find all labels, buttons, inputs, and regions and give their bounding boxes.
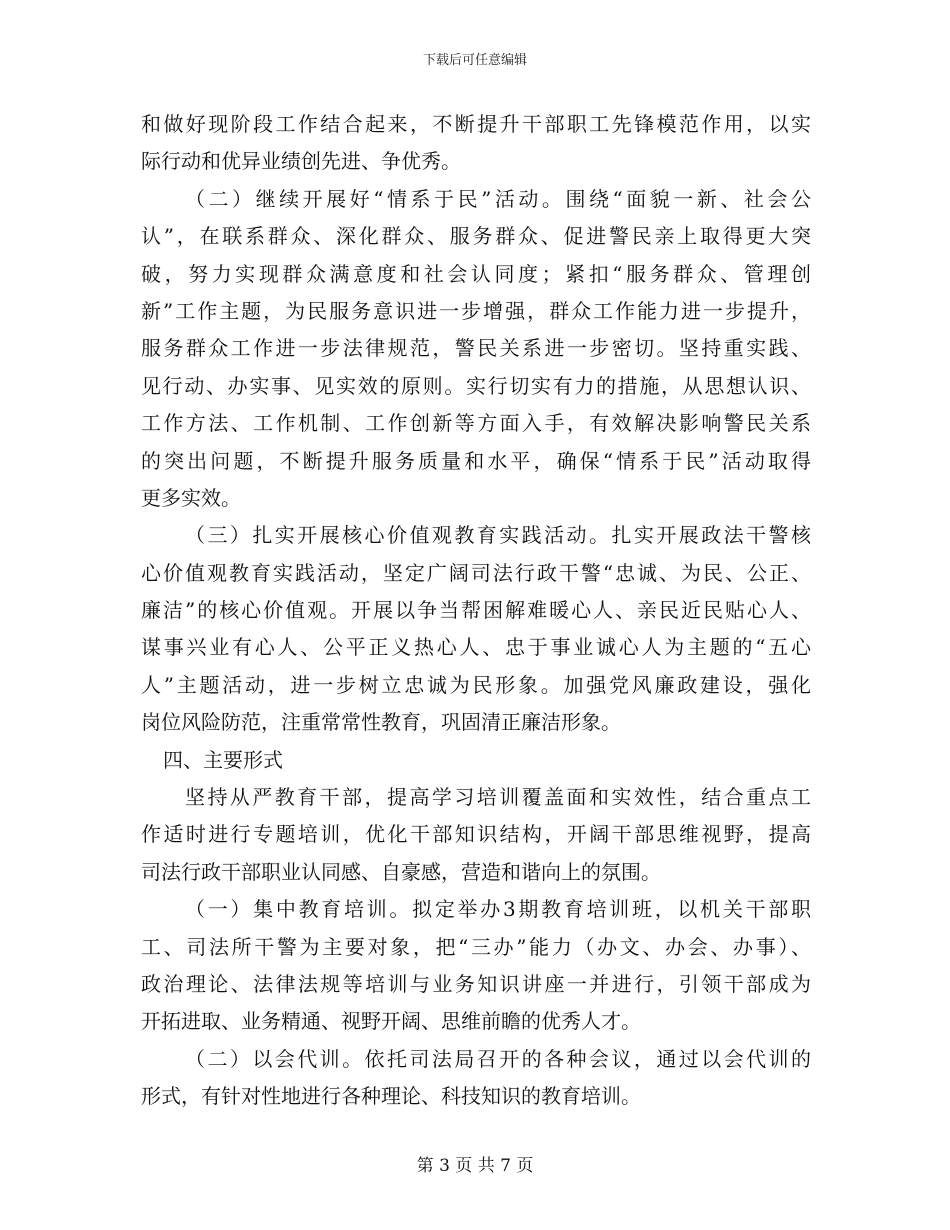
paragraph-5: [141, 891, 811, 1041]
text-line: 岗位风险防范，注重常常性教育，巩固清正廉洁形象。: [141, 710, 621, 735]
text-line: 服务群众工作进一步法律规范，警民关系进一步密切。坚持重实践、: [141, 336, 811, 361]
text-line: 际行动和优异业绩创先进、争优秀。: [141, 149, 461, 174]
section-heading-4: 四、主要形式: [163, 747, 283, 772]
text-line: （三）扎实开展核心价值观教育实践活动。扎实开展政法干警核: [185, 523, 811, 548]
paragraph-4: [141, 779, 811, 891]
text-line: 见行动、办实事、见实效的原则。实行切实有力的措施，从思想认识、: [141, 373, 811, 398]
text-line: 廉洁”的核心价值观。开展以争当帮困解难暖心人、亲民近民贴心人、: [141, 598, 811, 623]
text-line: 破，努力实现群众满意度和社会认同度；紧扣“服务群众、管理创: [141, 261, 811, 286]
text-line: （二）以会代训。依托司法局召开的各种会议，通过以会代训的: [185, 1046, 811, 1071]
text-line: 形式，有针对性地进行各种理论、科技知识的教育培训。: [141, 1084, 641, 1109]
text-line: 认”，在联系群众、深化群众、服务群众、促进警民亲上取得更大突: [141, 224, 811, 249]
paragraph-2: [141, 181, 811, 518]
paragraph-1: [141, 106, 811, 181]
text-line: （二）继续开展好“情系于民”活动。围绕“面貌一新、社会公: [185, 186, 811, 211]
page-number: 第 3 页 共 7 页: [416, 1156, 534, 1176]
text-line: 政治理论、法律法规等培训与业务知识讲座一并进行，引领干部成为: [141, 972, 811, 996]
paragraph-6: [141, 1041, 811, 1116]
text-line: 新”工作主题，为民服务意识进一步增强，群众工作能力进一步提升，: [141, 298, 811, 323]
text-line: 司法行政干部职业认同感、自豪感，营造和谐向上的氛围。: [141, 859, 661, 884]
text-line: 作适时进行专题培训，优化干部知识结构，开阔干部思维视野，提高: [141, 822, 811, 847]
document-body: [141, 106, 811, 1116]
text-line: 人”主题活动，进一步树立忠诚为民形象。加强党风廉政建设，强化: [141, 672, 811, 697]
text-line: 心价值观教育实践活动，坚定广阔司法行政干警“忠诚、为民、公正、: [141, 560, 811, 585]
paragraph-3: [141, 517, 811, 741]
text-line: 和做好现阶段工作结合起来，不断提升干部职工先锋模范作用，以实: [141, 112, 811, 136]
text-line: 工作方法、工作机制、工作创新等方面入手，有效解决影响警民关系: [141, 411, 811, 436]
text-line: 工、司法所干警为主要对象，把“三办”能力（办文、办会、办事）、: [141, 934, 811, 959]
text-line: （一）集中教育培训。拟定举办3期教育培训班，以机关干部职: [185, 897, 811, 922]
text-line: 谋事兴业有心人、公平正义热心人、忠于事业诚心人为主题的“五心: [141, 635, 811, 660]
text-line: 的突出问题，不断提升服务质量和水平，确保“情系于民”活动取得: [141, 448, 811, 473]
text-line: 坚持从严教育干部，提高学习培训覆盖面和实效性，结合重点工: [185, 785, 811, 810]
text-line: 开拓进取、业务精通、视野开阔、思维前瞻的优秀人才。: [141, 1009, 641, 1034]
page-header-note: 下载后可任意编辑: [422, 53, 527, 68]
text-line: 更多实效。: [141, 485, 241, 510]
